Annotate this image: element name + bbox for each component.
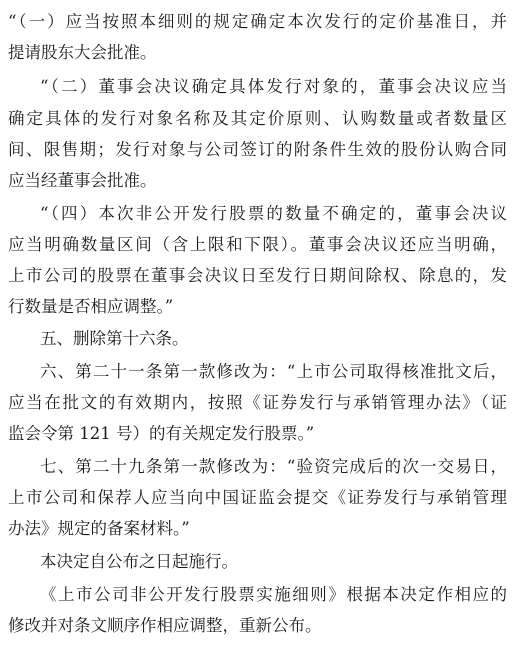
text-line: “（四）本次非公开发行股票的数量不确定的，董事会决议 [40,204,507,223]
text-line: 应当在批文的有效期内，按照《证券发行与承销管理办法》（证 [8,393,507,412]
text-line: 上市公司和保荐人应当向中国证监会提交《证券发行与承销管理 [8,488,507,507]
text-line: 七、第二十九条第一款修改为：“验资完成后的次一交易日， [40,457,507,476]
text-line: 本决定自公布之日起施行。 [40,552,238,571]
text-line: 《上市公司非公开发行股票实施细则》根据本决定作相应的 [40,585,507,604]
text-line: “（二）董事会决议确定具体发行对象的，董事会决议应当 [40,77,507,96]
text-line: 确定具体的发行对象名称及其定价原则、认购数量或者数量区 [8,109,507,128]
text-line: 行数量是否相应调整。” [8,297,174,316]
text-line: “（一）应当按照本细则的规定确定本次发行的定价基准日，并 [8,12,507,31]
text-line: 监会令第 121 号）的有关规定发行股票。” [8,424,315,443]
text-line: 提请股东大会批准。 [8,43,157,62]
text-line: 应当经董事会批准。 [8,171,157,190]
text-line: 间、限售期；发行对象与公司签订的附条件生效的股份认购合同 [8,140,507,159]
text-line: 六、第二十一条第一款修改为：“上市公司取得核准批文后， [40,362,507,381]
text-line: 应当明确数量区间（含上限和下限）。董事会决议还应当明确， [8,235,507,254]
text-line: 五、删除第十六条。 [40,329,189,348]
text-line: 上市公司的股票在董事会决议日至发行日期间除权、除息的，发 [8,266,507,285]
text-line: 修改并对条文顺序作相应调整，重新公布。 [8,616,322,635]
text-line: 办法》规定的备案材料。” [8,519,190,538]
